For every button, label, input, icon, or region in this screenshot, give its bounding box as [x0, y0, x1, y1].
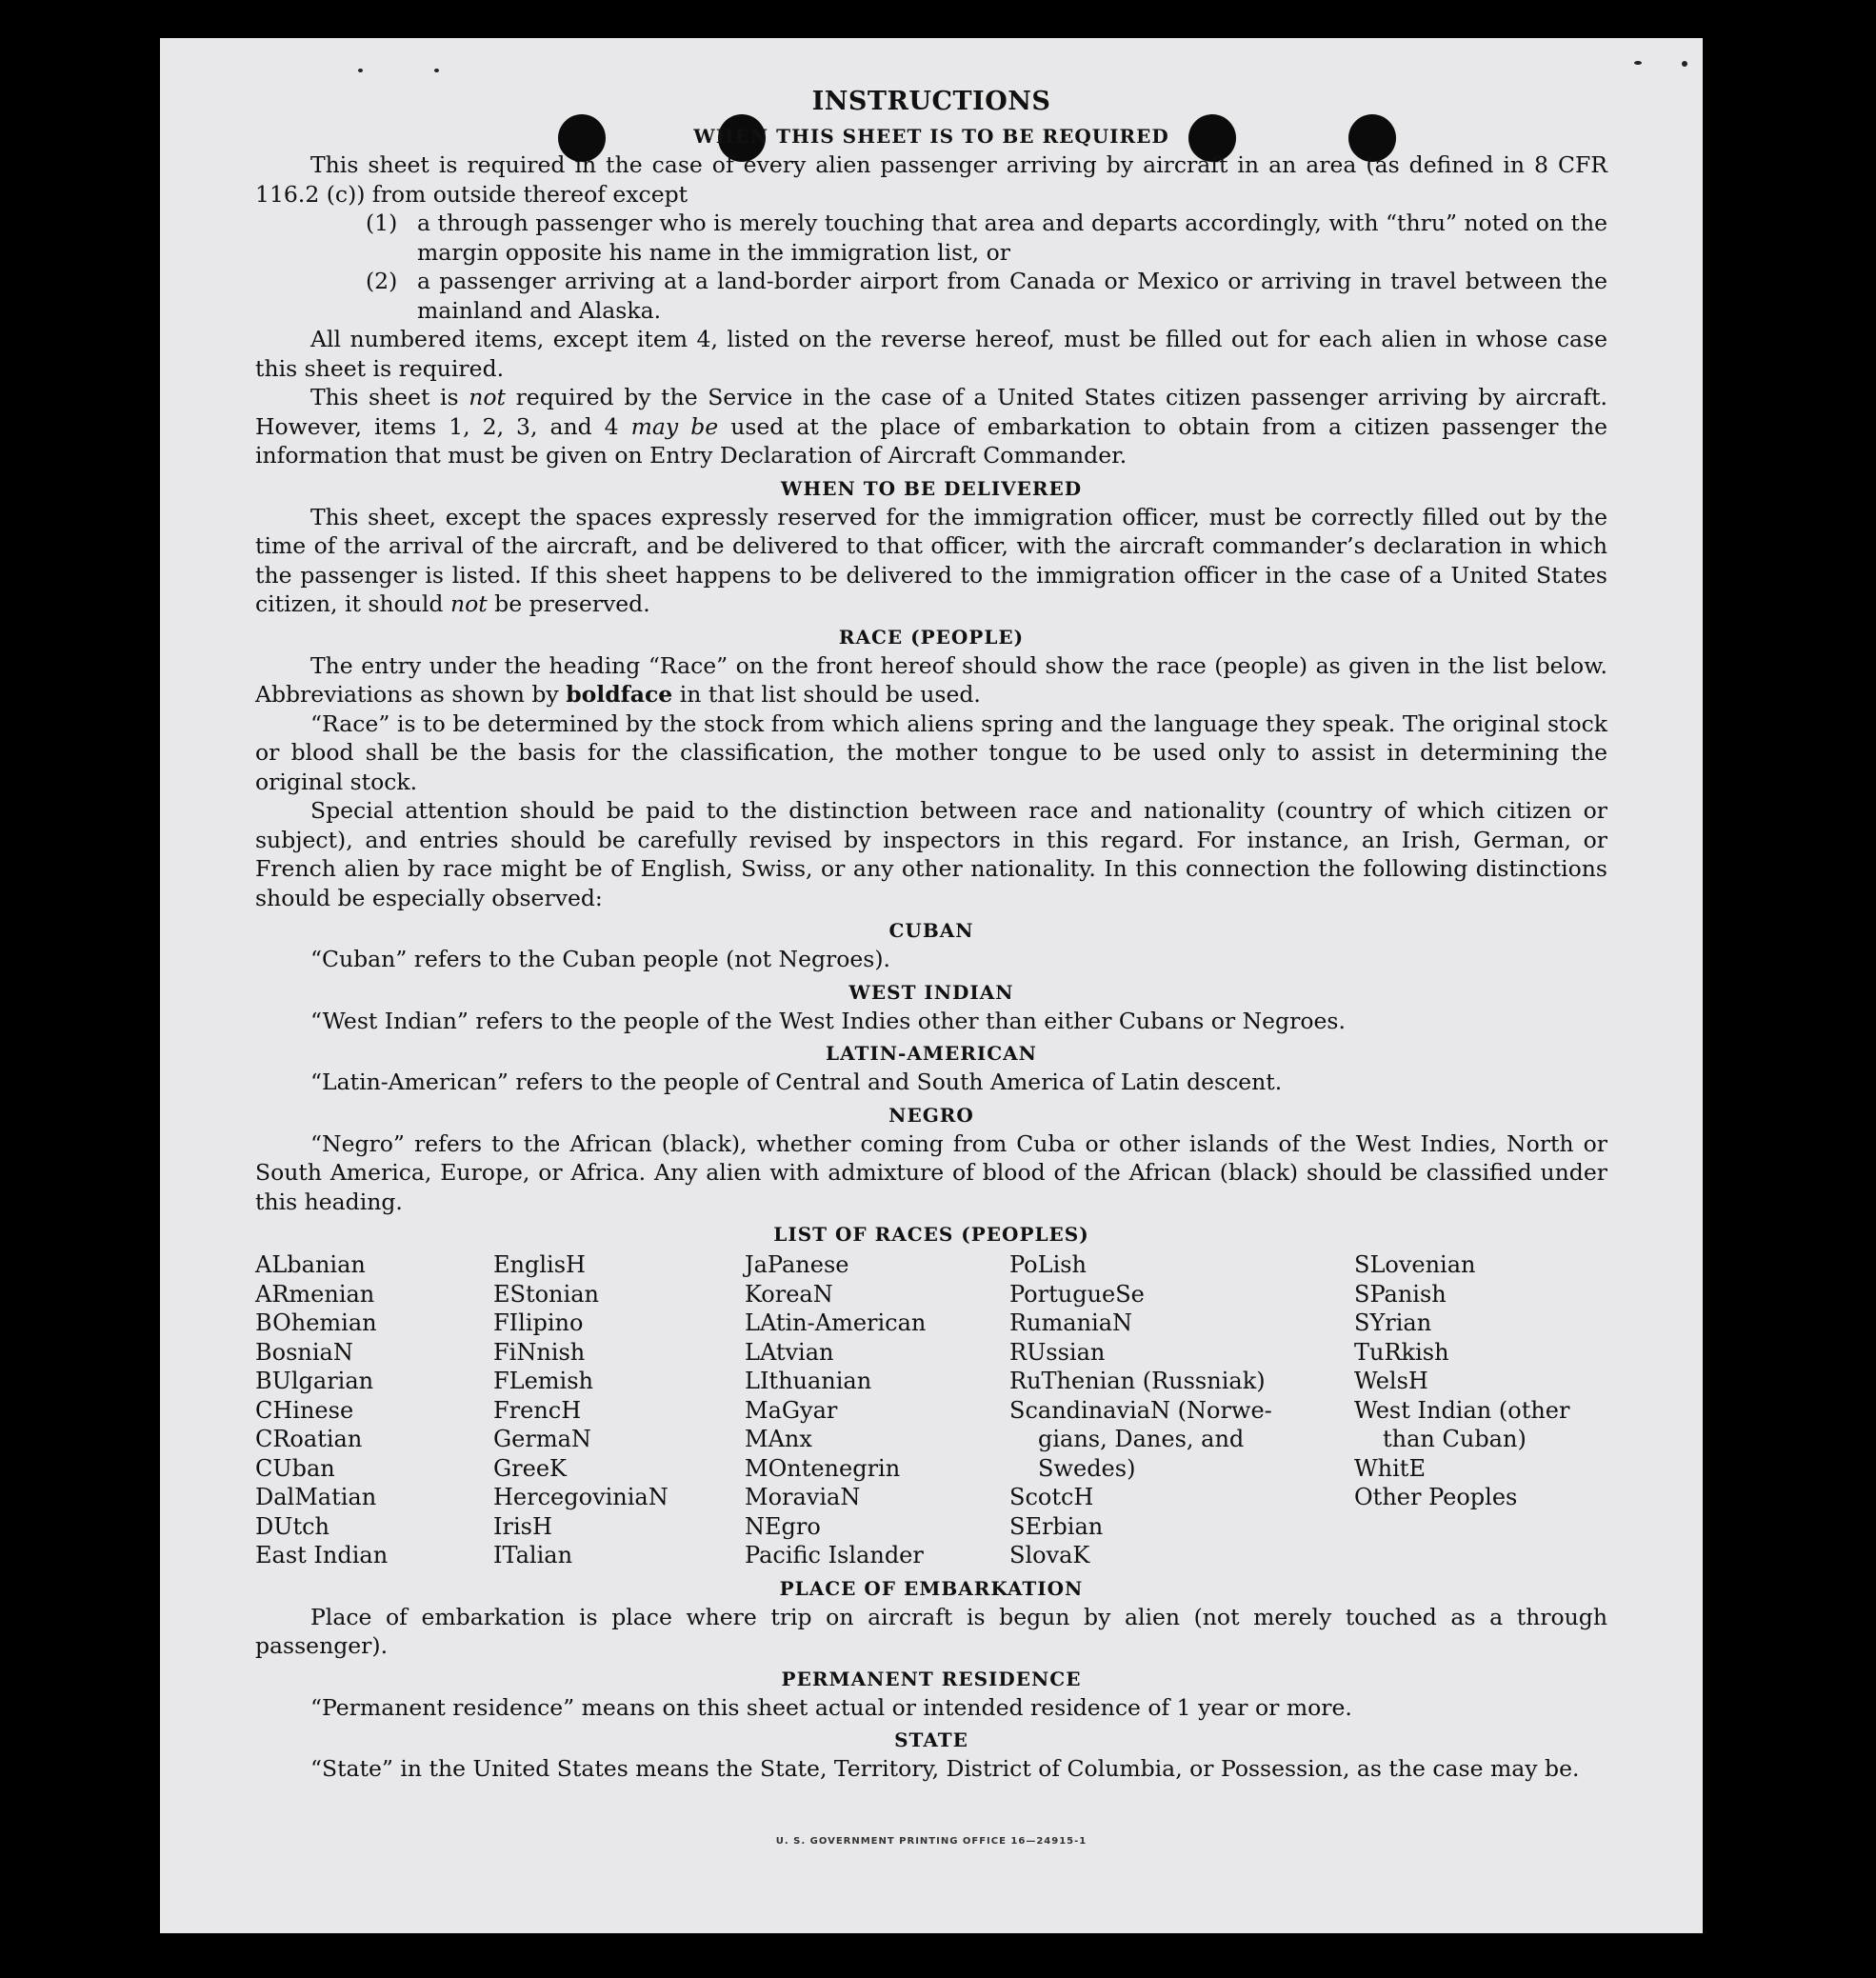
race-entry: Swedes) [1038, 1454, 1136, 1482]
race-entry: ARmenian [255, 1280, 375, 1308]
printing-office-imprint: U. S. GOVERNMENT PRINTING OFFICE 16—24915-1 [775, 1836, 1088, 1847]
race-entry: ALbanian [255, 1251, 366, 1278]
bold-word: boldface [566, 681, 673, 708]
races-column-3 [745, 1250, 1009, 1570]
list-item [366, 209, 1607, 267]
race-entry: Pacific Islander [745, 1542, 924, 1568]
race-entry: BOhemian [255, 1309, 377, 1336]
text-run: in that list should be used. [679, 681, 981, 708]
races-column-1 [255, 1250, 493, 1570]
paragraph: “Cuban” refers to the Cuban people (not Negroes). [310, 946, 891, 972]
heading-west-indian: WEST INDIAN [848, 980, 1014, 1004]
races-list [255, 1250, 1607, 1570]
race-entry: JaPanese [745, 1251, 849, 1278]
race-entry: LIthuanian [745, 1368, 872, 1394]
heading-residence: PERMANENT RESIDENCE [781, 1667, 1082, 1690]
race-entry: SPanish [1354, 1280, 1447, 1308]
races-column-2 [493, 1250, 745, 1570]
race-entry: SYrian [1354, 1309, 1432, 1336]
race-entry: WhitE [1354, 1454, 1426, 1482]
speck [434, 69, 439, 72]
race-entry: West Indian (other [1354, 1396, 1570, 1424]
race-entry: CUban [255, 1454, 335, 1482]
race-entry: East Indian [255, 1542, 389, 1568]
emphasis: not [449, 590, 488, 617]
paragraph: “Race” is to be determined by the stock from which aliens spring and the language they speak. The original stock or blood shall be the basis for the classification, the mother tongue to be used only to assist in determining the original stock. [255, 709, 1607, 795]
heading-negro: NEGRO [888, 1103, 974, 1127]
page-title: INSTRUCTIONS [811, 87, 1051, 116]
heading-cuban: CUBAN [888, 919, 974, 942]
race-entry: MaGyar [745, 1396, 838, 1424]
race-entry: MOntenegrin [745, 1454, 901, 1482]
item-text: a through passenger who is merely touching that area and departs accordingly, with “thru” noted on the margin opposite his name in the immigration list, or [417, 210, 1607, 266]
text-run: be preserved. [494, 590, 650, 617]
race-entry: than Cuban) [1383, 1426, 1527, 1452]
race-entry: CHinese [255, 1396, 354, 1424]
paragraph: Special attention should be paid to the distinction between race and nationality (country of which citizen or subject), and entries should be carefully revised by inspectors in this regard. For instance, an Irish, German, or French alien by race might be of English, Swiss, or any other nationality. In this connection the following distinctions should be especially observed: [255, 797, 1607, 911]
paragraph: “West Indian” refers to the people of the West Indies other than either Cubans or Negroes. [310, 1007, 1346, 1034]
heading-state: STATE [894, 1728, 968, 1751]
race-entry: BosniaN [255, 1338, 353, 1366]
race-entry: FiNnish [493, 1338, 586, 1366]
text-run: used at the place of embarkation to obtain from a citizen passenger the information that must be given on Entry Declaration of Aircraft Commander. [255, 412, 1607, 469]
document-content [255, 86, 1607, 1784]
race-entry: EStonian [493, 1280, 599, 1308]
race-entry: HercegoviniaN [493, 1484, 669, 1510]
paragraph: This sheet is required in the case of every alien passenger arriving by aircraft in an area (as defined in 8 CFR 116.2 (c)) from outside thereof except [255, 151, 1607, 208]
paragraph: “State” in the United States means the State, Territory, District of Columbia, or Possession, as the case may be. [310, 1755, 1580, 1782]
race-entry: TuRkish [1354, 1338, 1449, 1366]
heading-races-list: LIST OF RACES (PEOPLES) [773, 1223, 1089, 1246]
heading-embarkation: PLACE OF EMBARKATION [779, 1576, 1084, 1600]
race-entry: RumaniaN [1009, 1309, 1133, 1336]
race-entry: WelsH [1354, 1368, 1428, 1394]
paragraph: “Negro” refers to the African (black), whether coming from Cuba or other islands of the West Indies, North or South America, Europe, or Africa. Any alien with admixture of blood of the African (black) should be classified under this heading. [255, 1129, 1607, 1215]
race-entry: ScotcH [1009, 1484, 1094, 1510]
race-entry: RuThenian (Russniak) [1009, 1368, 1266, 1394]
race-entry: PoLish [1009, 1251, 1088, 1278]
item-number: (2) [366, 268, 398, 294]
race-entry: GermaN [493, 1426, 591, 1452]
race-entry: DalMatian [255, 1484, 377, 1510]
race-entry: SLovenian [1354, 1251, 1476, 1278]
paragraph: “Permanent residence” means on this sheet actual or intended residence of 1 year or more. [310, 1693, 1352, 1721]
document-sheet [160, 38, 1703, 1933]
heading-delivered: WHEN TO BE DELIVERED [780, 476, 1083, 500]
text-run: This sheet is [310, 384, 459, 410]
races-column-5 [1354, 1250, 1602, 1570]
paragraph: “Latin-American” refers to the people of Central and South America of Latin descent. [310, 1069, 1283, 1095]
paragraph: All numbered items, except item 4, listed on the reverse hereof, must be filled out for each alien in whose case this sheet is required. [255, 326, 1607, 382]
race-entry: Other Peoples [1354, 1484, 1518, 1510]
race-entry: MoraviaN [745, 1484, 861, 1510]
race-entry: FLemish [493, 1368, 593, 1394]
race-entry: IrisH [493, 1512, 552, 1540]
race-entry: BUlgarian [255, 1368, 374, 1394]
race-entry: FrencH [493, 1396, 582, 1424]
race-entry: gians, Danes, and [1038, 1426, 1245, 1452]
race-entry: FIlipino [493, 1309, 584, 1336]
text-run: required by the Service in the case of a United States citizen passenger arriving by aircraft. However, items 1, 2, 3, and 4 [255, 384, 1607, 440]
list-item [366, 267, 1607, 325]
paragraph [255, 503, 1607, 619]
race-entry: GreeK [493, 1454, 567, 1482]
paragraph: Place of embarkation is place where trip on aircraft is begun by alien (not merely touched as a through passenger). [255, 1603, 1607, 1659]
text-run: This sheet, except the spaces expressly reserved for the immigration officer, must be correctly filled out by the time of the arrival of the aircraft, and be delivered to that officer, with the aircraft commander’s declaration in which the passenger is listed. If this sheet happens to be delivered to the immigration officer in the case of a United States citizen, it should [255, 503, 1607, 617]
paragraph [255, 383, 1607, 470]
item-number: (1) [366, 210, 398, 236]
heading-required: WHEN THIS SHEET IS TO BE REQUIRED [693, 125, 1169, 148]
race-entry: MAnx [745, 1426, 812, 1452]
race-entry: KoreaN [745, 1280, 833, 1308]
speck [358, 69, 363, 72]
heading-race: RACE (PEOPLE) [838, 625, 1025, 649]
race-entry: EnglisH [493, 1251, 586, 1278]
item-text: a passenger arriving at a land-border airport from Canada or Mexico or arriving in travel between the mainland and Alaska. [417, 268, 1607, 324]
race-entry: DUtch [255, 1512, 330, 1540]
speck [1634, 61, 1642, 65]
race-entry: SErbian [1009, 1512, 1104, 1540]
race-entry: SlovaK [1009, 1542, 1090, 1568]
paragraph [255, 651, 1607, 709]
race-entry: PortugueSe [1009, 1280, 1145, 1308]
emphasis: not [469, 384, 506, 410]
heading-latin-american: LATIN-AMERICAN [826, 1042, 1037, 1065]
races-column-4 [1009, 1250, 1354, 1570]
race-entry: RUssian [1009, 1338, 1106, 1366]
text-run: The entry under the heading “Race” on the front hereof should show the race (people) as given in the list below. Abbreviations as shown by [255, 651, 1607, 708]
race-entry: LAtin-American [745, 1309, 927, 1336]
emphasis: may be [630, 412, 719, 440]
race-entry: ScandinaviaN (Norwe- [1009, 1396, 1272, 1424]
race-entry: LAtvian [745, 1338, 834, 1366]
speck [1682, 61, 1687, 67]
race-entry: ITalian [493, 1542, 573, 1568]
race-entry: NEgro [745, 1512, 821, 1540]
race-entry: CRoatian [255, 1426, 363, 1452]
